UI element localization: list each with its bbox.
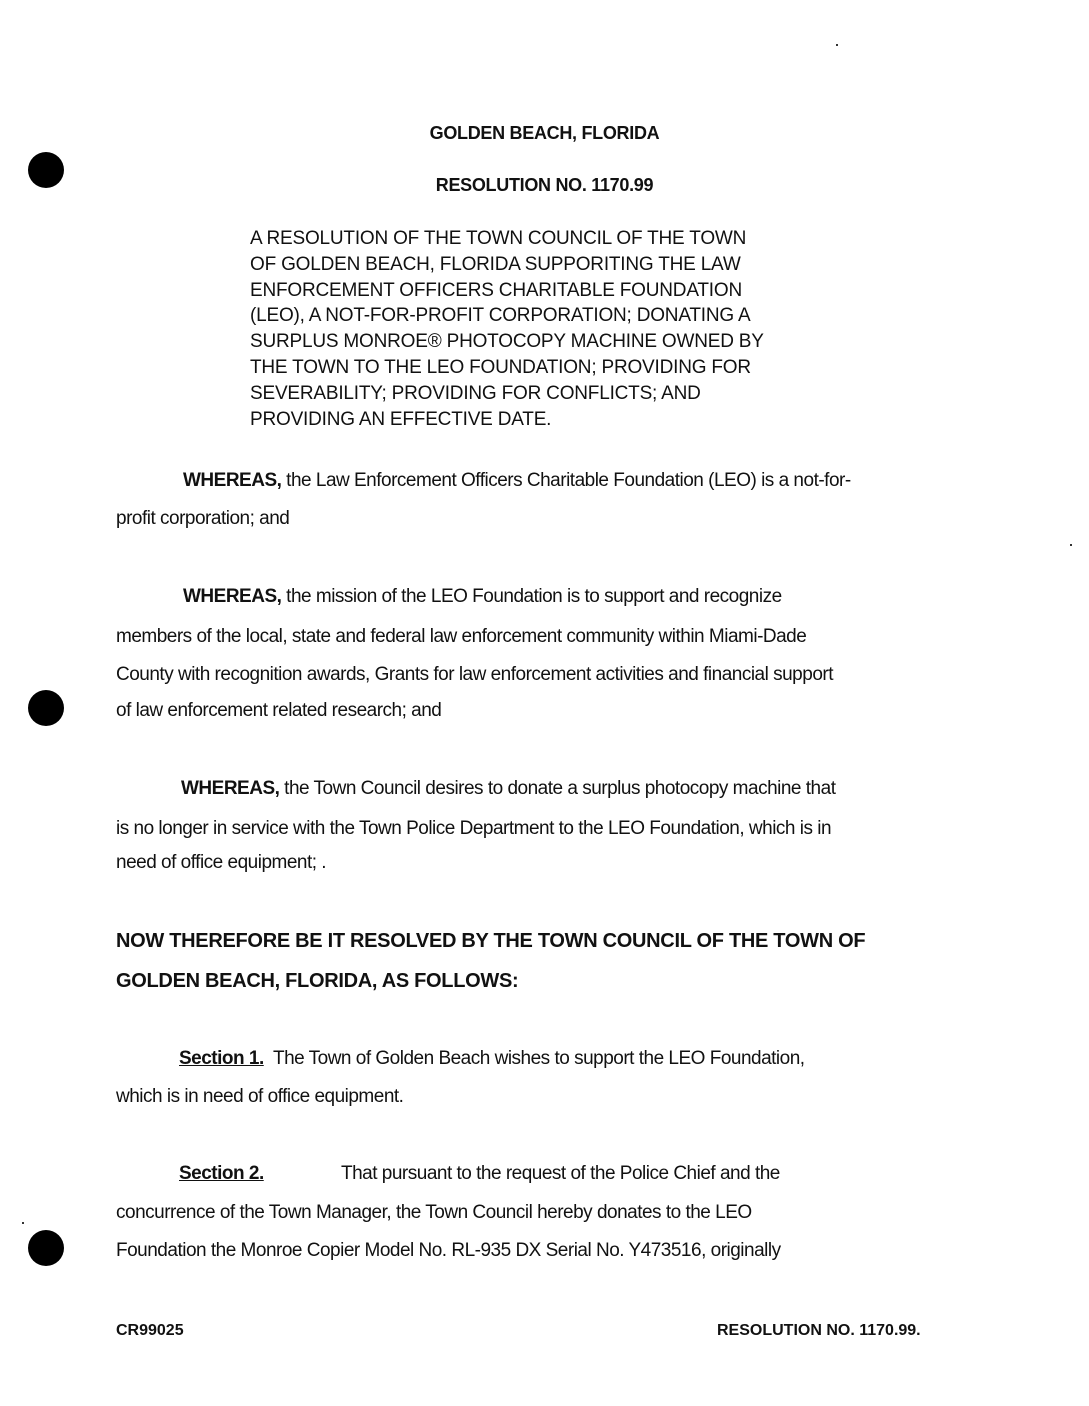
document-place-title: GOLDEN BEACH, FLORIDA xyxy=(429,123,660,143)
whereas-clause-2 xyxy=(183,586,782,608)
resolved-heading-line: GOLDEN BEACH, FLORIDA, AS FOLLOWS: xyxy=(116,970,519,992)
caption-line: ENFORCEMENT OFFICERS CHARITABLE FOUNDATION xyxy=(250,279,742,301)
whereas-line: profit corporation; and xyxy=(116,508,290,529)
caption-line: A RESOLUTION OF THE TOWN COUNCIL OF THE TOWN xyxy=(250,228,747,249)
whereas-clause-1 xyxy=(183,470,851,492)
whereas-text: the mission of the LEO Foundation is to support and recognize xyxy=(281,586,782,607)
document-resolution-number: RESOLUTION NO. 1170.99 xyxy=(435,175,654,195)
section-2 xyxy=(179,1163,264,1185)
whereas-lead: WHEREAS, xyxy=(183,586,282,607)
caption-line: OF GOLDEN BEACH, FLORIDA SUPPORITING THE LAW xyxy=(250,253,741,275)
whereas-line: members of the local, state and federal law enforcement community within Miami-Dade xyxy=(116,626,807,647)
whereas-clause-3 xyxy=(181,778,835,800)
caption-line: PROVIDING AN EFFECTIVE DATE. xyxy=(250,408,552,430)
scan-speck xyxy=(22,1222,24,1224)
section-text: That pursuant to the request of the Police Chief and the xyxy=(341,1163,780,1184)
caption-line: SEVERABILITY; PROVIDING FOR CONFLICTS; AND xyxy=(250,382,701,404)
whereas-line: is no longer in service with the Town Police Department to the LEO Foundation, which is in xyxy=(116,818,832,839)
punch-hole-bottom xyxy=(28,1230,64,1266)
section-line: concurrence of the Town Manager, the Town Council hereby donates to the LEO xyxy=(116,1202,752,1223)
section-line: which is in need of office equipment. xyxy=(116,1086,404,1107)
whereas-lead: WHEREAS, xyxy=(181,778,280,799)
whereas-line: of law enforcement related research; and xyxy=(116,700,442,721)
whereas-text: the Town Council desires to donate a surplus photocopy machine that xyxy=(279,778,836,799)
footer-document-code: CR99025 xyxy=(116,1322,184,1339)
section-line: Foundation the Monroe Copier Model No. RL-935 DX Serial No. Y473516, originally xyxy=(116,1240,781,1261)
caption-line: (LEO), A NOT-FOR-PROFIT CORPORATION; DONATING A xyxy=(250,305,751,327)
caption-line: SURPLUS MONROE® PHOTOCOPY MACHINE OWNED BY xyxy=(250,331,764,353)
caption-line: THE TOWN TO THE LEO FOUNDATION; PROVIDING FOR xyxy=(250,356,751,378)
scan-speck xyxy=(1070,544,1072,546)
section-label: Section 1. xyxy=(179,1048,264,1069)
resolved-heading-line: NOW THEREFORE BE IT RESOLVED BY THE TOWN COUNCIL OF THE TOWN OF xyxy=(116,930,866,952)
whereas-line: need of office equipment; . xyxy=(116,852,327,873)
section-1 xyxy=(179,1048,805,1070)
section-text: The Town of Golden Beach wishes to support the LEO Foundation, xyxy=(263,1048,805,1069)
punch-hole-middle xyxy=(28,690,64,726)
footer-resolution-number: RESOLUTION NO. 1170.99. xyxy=(717,1322,921,1339)
section-label: Section 2. xyxy=(179,1163,264,1184)
whereas-text: the Law Enforcement Officers Charitable Foundation (LEO) is a not-for- xyxy=(281,470,851,491)
whereas-line: County with recognition awards, Grants for law enforcement activities and financial support xyxy=(116,664,833,685)
whereas-lead: WHEREAS, xyxy=(183,470,282,491)
resolution-caption xyxy=(250,226,832,432)
scan-speck xyxy=(836,44,838,46)
